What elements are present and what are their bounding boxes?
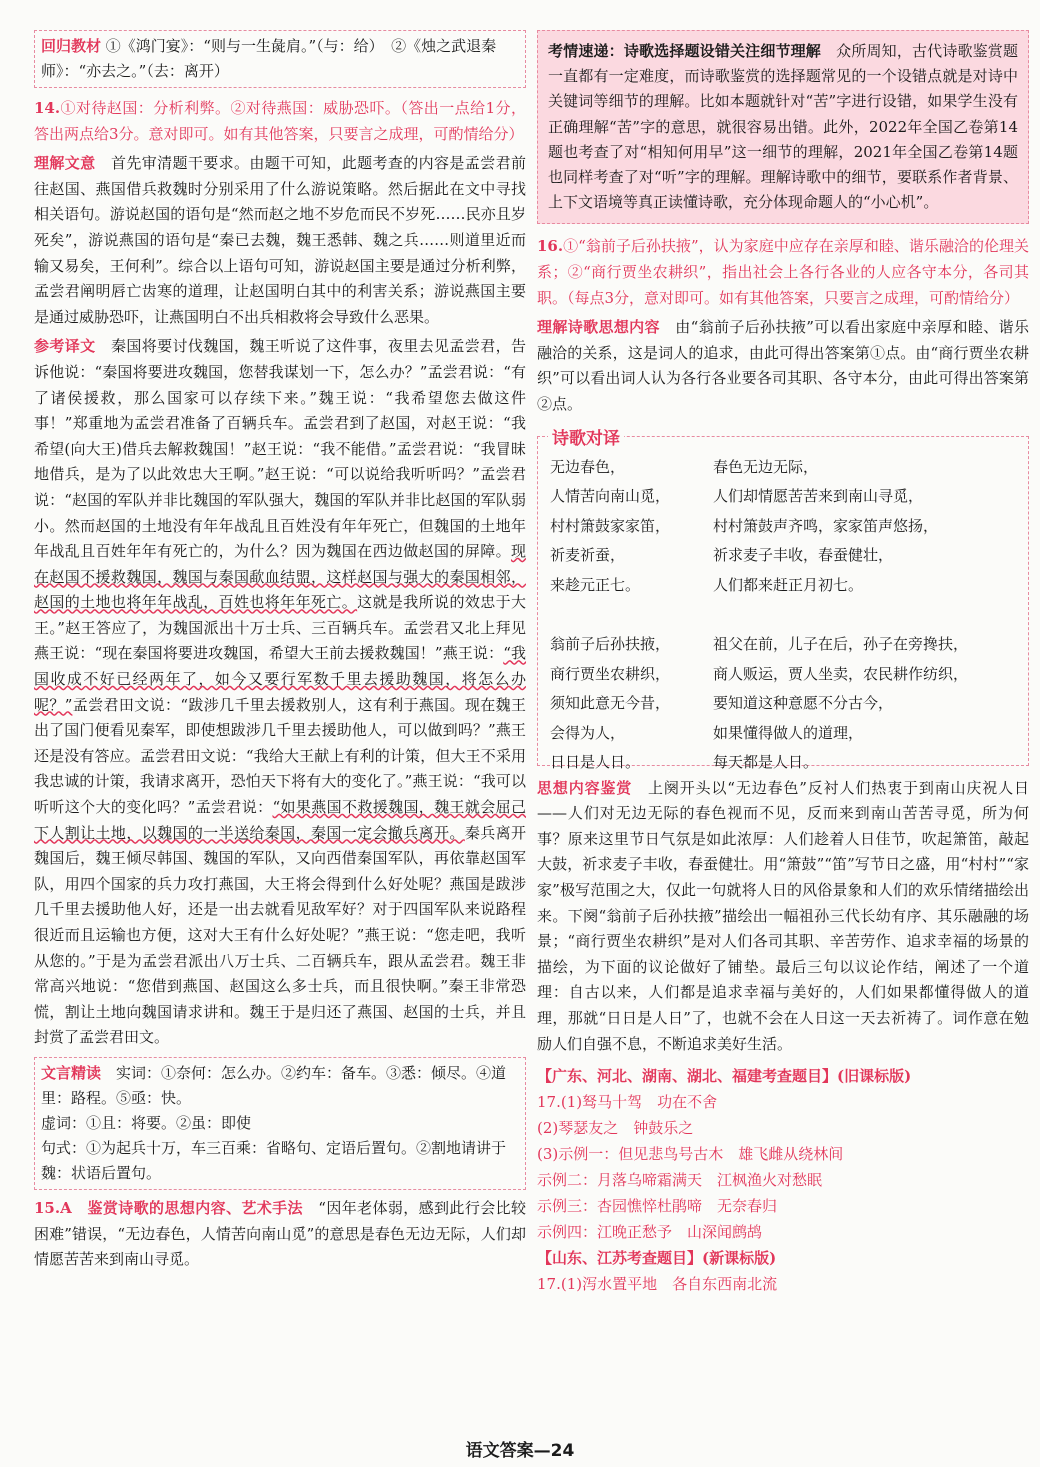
- q16-answer: 16.①“翁前子后孙扶掖”，认为家庭中应存在亲厚和睦、谐乐融洽的伦理关系；②“商行贾坐农耕织”，指出社会上各行各业的人应各守本分，各司其职。（每点3分，意对即可。如有其他答案，只要言之成理，可酌情给分）: [537, 237, 1029, 307]
- poem-original: 无边春色， 人情苦向南山觅， 村村箫鼓家家笛， 祈麦祈蚕， 来趁元正七。 翁前子后孙扶掖， 商行贾坐农耕织， 须知此意无今昔， 会得为人， 日日是人日。: [550, 457, 671, 772]
- poem-title: 诗歌对译: [548, 424, 624, 449]
- wavy-underline-1: 现在赵国不援救魏国，魏国与秦国歃血结盟，这样赵国与强大的秦国相邻，赵国的土地也将年年战乱，百姓也将年年死亡。: [34, 542, 526, 612]
- poem-translation-box: [537, 428, 1029, 772]
- page-footer: 语文答案—24: [465, 1441, 575, 1461]
- translation-para: 参考译文 秦国将要讨伐魏国，魏王听说了这件事，夜里去见孟尝君，告诉他说：“秦国将要进攻魏国，您替我谋划一下，怎么办？”孟尝君说：“有了诸侯援救，那么国家可以存续下来。”魏王说：“我希望您去做这件事！”郑重地为孟尝君准备了百辆兵车。孟尝君到了赵国，对赵王说：“我希望(向大王)借兵去解救魏国！”赵王说：“我不能借。”孟尝君说：“我冒昧地借兵，是为了以此效忠大王啊。”赵王说：“可以说给我听听吗？”孟尝君说：“赵国的军队并非比魏国的军队强大，魏国的军队并非比赵国的军队弱小。然而赵国的土地没有年年战乱且百姓没有年年死亡，但魏国的土地年年战乱且百姓年年有死亡的，为什么？因为魏国在西边做赵国的屏障。现在赵国不援救魏国，魏国与秦国歃血结盟，这样赵国与强大的秦国相邻，赵国的土地也将年年战乱，百姓也将年年死亡。这就是我所说的效忠于大王。”赵王答应了，为魏国派出十万士兵、三百辆兵车。孟尝君又北上拜见燕王说：“现在秦国将要进攻魏国，希望大王前去援救魏国！”燕王说：“我国收成不好已经两年了，如今又要行军数千里去援助魏国，将怎么办呢？”孟尝君田文说：“跋涉几千里去援救别人，这有利于燕国。现在魏王出了国门便看见秦军，即使想跋涉几千里去援助他人，可以做到吗？”燕王还是没有答应。孟尝君田文说：“我给大王献上有利的计策，但大王不采用我忠诚的计策，我请求离开，恐怕天下将有大的变化了。”燕王说：“我可以听听这个大的变化吗？”孟尝君说：“如果燕国不救援魏国，魏王就会屈己下人割让土地，以魏国的一半送给秦国，秦国一定会撤兵离开。秦兵离开魏国后，魏王倾尽韩国、魏国的军队，又向西借秦国军队，再依靠赵国军队，用四个国家的兵力攻打燕国，大王将会得到什么好处呢？燕国是跋涉几千里去援助他人好，还是一出去就看见敌军好？对于四国军队来说路程很近而且运输也方便，这对大王有什么好处呢？”燕王说：“您走吧，我听从您的。”于是为孟尝君派出八万士兵、二百辆兵车，跟从孟尝君。魏王非常高兴地说：“您借到燕国、赵国这么多士兵，而且很快啊。”秦王非常恐慌，割让土地向魏国请求讲和。魏王于是归还了燕国、赵国的士兵，并且封赏了孟尝君田文。: [34, 337, 527, 1047]
- poem-modern: 春色无边无际， 人们却情愿苦苦来到南山寻觅， 村村箫鼓声齐鸣，家家笛声悠扬， 祈求麦子丰收，春蚕健壮， 人们都来赶正月初七。 祖父在前，儿子在后，孙子在旁搀扶， 商人贩运，贾人坐卖，农民耕作纺织， 要知道这种意愿不分古今， 如果懂得做人的道理， 每天都是人日。: [713, 457, 969, 772]
- wavy-underline-2: “我国收成不好已经两年了，如今又要行军数千里去援助魏国，将怎么办呢？”: [34, 644, 527, 714]
- appreciation-para: 思想内容鉴赏 上阕开头以“无边春色”反衬人们热衷于到南山庆祝人日——人们对无边无际的春色视而不见，反而来到南山苦苦寻觅，所为何事？原来这里节日气氛是如此浓厚：人们趁着人日佳节，吹起箫笛，敲起大鼓，祈求麦子丰收，春蚕健壮。用“箫鼓”“笛”写节日之盛，用“村村”“家家”极写范围之大，仅此一句就将人日的风俗景象和人们的欢乐情绪描绘出来。下阕“翁前子后孙扶掖”描绘出一幅祖孙三代长幼有序、其乐融融的场景；“商行贾坐农耕织”是对人们各司其职、辛苦劳作、追求幸福的场景的描绘，为下面的议论做好了铺垫。最后三句以议论作结，阐述了一个道理：自古以来，人们都是追求幸福与美好的，人们如果都懂得做人的道理，那就“日日是人日”了，也就不会在人日这一天去祈祷了。词作意在勉励人们自强不息，不断追求美好生活。: [537, 778, 1029, 1053]
- q14-answer: 14.①对待赵国：分析利弊。②对待燕国：威胁恐吓。（答出一点给1分，答出两点给3分。意对即可。如有其他答案，只要言之成理，可酌情给分）: [34, 99, 526, 143]
- left-column: [34, 30, 526, 1273]
- tip-box: [537, 30, 1029, 224]
- classical-line-1: 文言精读 实词：①奈何：怎么办。②约车：备车。③悉：倾尽。④道里：路程。⑤亟：快。: [41, 1063, 507, 1107]
- classical-line-3: 句式：①为起兵十万，车三百乘：省略句、定语后置句。②割地请讲于魏：状语后置句。: [41, 1138, 507, 1182]
- banner-old-curriculum: 【广东、河北、湖南、湖北、福建考查题目】(旧课标版): [537, 1067, 912, 1086]
- q15-answer: 15.A 鉴赏诗歌的思想内容、艺术手法 “因年老体弱，感到此行会比较困难”错误，“无边春色，人情苦向南山觅”的意思是春色无边无际，人们却情愿苦苦来到南山寻觅。: [34, 1198, 526, 1269]
- review-box: [34, 30, 526, 88]
- classical-box: [34, 1057, 526, 1190]
- banner-new-curriculum: 【山东、江苏考查题目】(新课标版): [537, 1249, 777, 1268]
- tip-text: 考情速递：诗歌选择题设错关注细节理解 众所周知，古代诗歌鉴赏题一直都有一定难度，而诗歌鉴赏的选择题常见的一个设错点就是对诗中关键词等细节的理解。比如本题就针对“苦”字进行设错，如果学生没有正确理解“苦”字的意思，就很容易出错。此外，2022年全国乙卷第14题也考查了对“相知何用早”这一细节的理解，2021年全国乙卷第14题也同样考查了对“听”字的理解。理解诗歌中的细节，要联系作者背景、上下文语境等真正读懂诗歌，充分体现命题人的“小心机”。: [548, 42, 1018, 212]
- review-text: ①《鸿门宴》：“则与一生彘肩。”（与：给） ②《烛之武退秦师》：“亦去之。”（去：离开）: [41, 37, 497, 80]
- understand-para: 理解文意 首先审清题干要求。由题干可知，此题考查的内容是孟尝君前往赵国、燕国借兵救魏时分别采用了什么游说策略。然后据此在文中寻找相关语句。游说赵国的语句是“然而赵之地不岁危而民不岁死……民亦且岁死矣”，游说燕国的语句是“秦已去魏，魏王悉韩、魏之兵……则道里近而输又易矣，王何利”。综合以上语句可知，游说赵国主要是通过分析利弊，孟尝君阐明唇亡齿寒的道理，让赵国明白其中的利害关系；游说燕国主要是通过威胁恐吓，让燕国明白不出兵相救将会导致什么恶果。: [34, 154, 526, 326]
- wavy-underline-3: “如果燕国不救援魏国，魏王就会屈己下人割让土地，以魏国的一半送给秦国，秦国一定会撤兵离开。: [34, 798, 526, 842]
- classical-line-2: 虚词：①且：将要。②虽：即使: [41, 1113, 252, 1132]
- q17-new-answer: 17.(1)泻水置平地 各自东西南北流: [537, 1275, 778, 1294]
- understand-poem-para: 理解诗歌思想内容 由“翁前子后孙扶掖”可以看出家庭中亲厚和睦、谐乐融洽的关系，这是词人的追求，由此可得出答案第①点。由“商行贾坐农耕织”可以看出词人认为各行各业要各司其职、各守本分，由此可得出答案第②点。: [537, 318, 1029, 413]
- right-column: [537, 30, 1029, 1297]
- q17-old-answers: 17.(1)驽马十驾 功在不舍 (2)琴瑟友之 钟鼓乐之 (3)示例一：但见悲鸟号古木 雄飞雌从绕林间 示例二：月落乌啼霜满天 江枫渔火对愁眠 示例三：杏园憔悴杜鹃啼 无奈春归 示例四：江晚正愁予 山深闻鹧鸪: [537, 1093, 844, 1242]
- review-label: 回归教材: [41, 37, 102, 55]
